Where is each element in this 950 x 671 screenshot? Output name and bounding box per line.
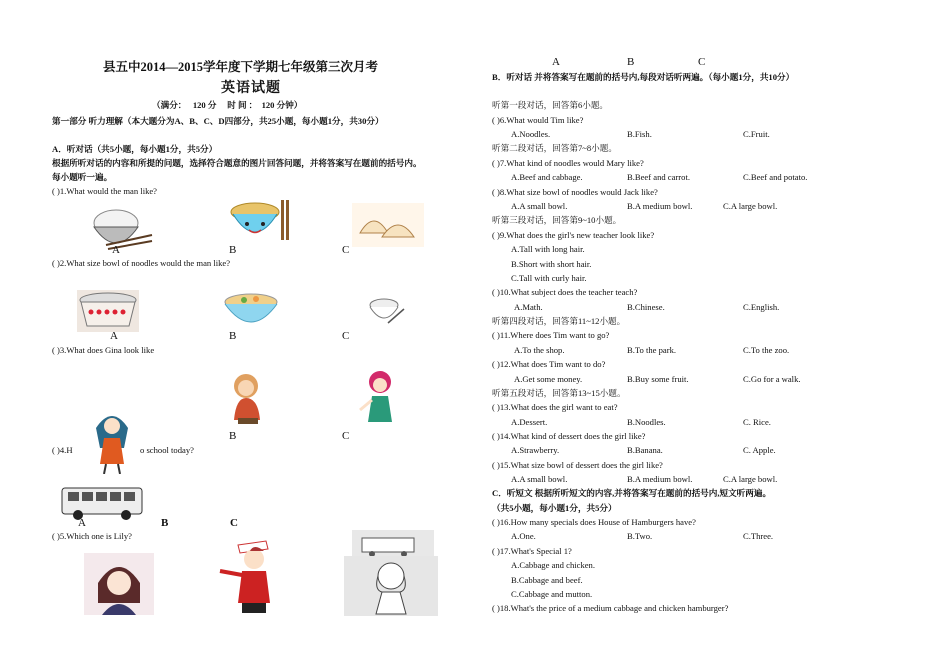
q6-option-c: C.Fruit. [743,129,770,139]
q9-option-a: A.Tall with long hair. [511,244,585,254]
question-4-rest: o school today? [140,445,194,455]
section-c-title: C．听短文 根据所听短文的内容,并将答案写在题前的括号内,短文听两遍。 [492,488,772,498]
exam-title: 县五中2014—2015学年度下学期七年级第三次月考 [103,60,379,74]
q11-option-c: C.To the zoo. [743,345,790,355]
question-3: ( )3.What does Gina look like [52,345,155,355]
q10-option-a: A.Math. [514,302,543,312]
q9-option-c: C.Tall with curly hair. [511,273,587,283]
question-13: ( )13.What does the girl want to eat? [492,402,618,412]
question-12: ( )12.What does Tim want to do? [492,359,606,369]
dialogue-4-note: 听第四段对话，回答第11~12小题。 [492,316,626,326]
q10-option-b: B.Chinese. [627,302,665,312]
question-15: ( )15.What size bowl of dessert does the girl like? [492,460,663,470]
exam-subtitle: 英语试题 [221,81,281,96]
q15-option-c: C.A large bowl. [723,474,778,484]
q4-label-a: A [78,517,86,529]
noodle-face-icon [225,198,291,244]
bus-icon [60,484,146,522]
question-4: ( )4.H [52,445,73,455]
large-noodle-bowl-icon [77,290,139,332]
q2-label-b: B [229,330,237,342]
exam-meta: （满分： 120 分 时 间 ： 120 分钟） [152,100,303,110]
q3-label-b: B [229,430,237,442]
small-noodle-bowl-icon [366,293,406,329]
question-16: ( )16.How many specials does House of Hamburgers have? [492,517,696,527]
q13-option-a: A.Dessert. [511,417,548,427]
question-7: ( )7.What kind of noodles would Mary like? [492,158,644,168]
section-c-subtitle: （共5小题，每小题1分，共5分） [492,503,617,513]
question-14: ( )14.What kind of dessert does the girl like? [492,431,646,441]
prev-q5-label-b: B [627,56,635,68]
q17-option-b: B.Cabbage and beef. [511,575,583,585]
question-6: ( )6.What would Tim like? [492,115,584,125]
q11-option-a: A.To the shop. [514,345,565,355]
dialogue-3-note: 听第三段对话，回答第9~10小题。 [492,215,622,225]
q17-option-a: A.Cabbage and chicken. [511,560,595,570]
q16-option-c: C.Three. [743,531,774,541]
q12-option-b: B.Buy some fruit. [627,374,689,384]
q4-label-c: C [230,517,238,529]
q11-option-b: B.To the park. [627,345,677,355]
q14-option-c: C. Apple. [743,445,776,455]
question-5: ( )5.Which one is Lily? [52,531,132,541]
question-18: ( )18.What's the price of a medium cabbage and chicken hamburger? [492,603,729,613]
q15-option-b: B.A medium bowl. [627,474,693,484]
q8-option-c: C.A large bowl. [723,201,778,211]
q7-option-a: A.Beef and cabbage. [511,172,583,182]
q3-label-c: C [342,430,350,442]
q7-option-b: B.Beef and carrot. [627,172,690,182]
q16-option-b: B.Two. [627,531,653,541]
girl-short-hair-picture [354,368,402,424]
q4-label-b: B [161,517,169,529]
q16-option-a: A.One. [511,531,536,541]
question-9: ( )9.What does the girl's new teacher look like? [492,230,655,240]
dumpling-icon [352,203,424,247]
section-a-instruction: 根据所听对话的内容和所提的问题，选择符合题意的图片回答问题，并将答案写在题前的括号内。 [52,158,422,168]
section-a-title: A．听对话（共5小题，每小题1分，共5分） [52,144,218,154]
q2-label-c: C [342,330,350,342]
girl-sketch-picture [344,556,438,616]
anime-girl-picture [84,553,154,615]
q14-option-b: B.Banana. [627,445,663,455]
question-10: ( )10.What subject does the teacher teach? [492,287,638,297]
q8-option-b: B.A medium bowl. [627,201,693,211]
q12-option-c: C.Go for a walk. [743,374,801,384]
prev-q5-label-c: C [698,56,706,68]
q2-label-a: A [110,330,118,342]
q13-option-b: B.Noodles. [627,417,666,427]
prev-q5-label-a: A [552,56,560,68]
q8-option-a: A.A small bowl. [511,201,568,211]
q6-option-b: B.Fish. [627,129,652,139]
rice-bowl-icon [88,205,154,253]
q14-option-a: A.Strawberry. [511,445,560,455]
girl-curly-hair-picture [226,372,270,424]
q10-option-c: C.English. [743,302,780,312]
question-1: ( )1.What would the man like? [52,186,158,196]
girl-long-hair-picture [90,408,134,474]
dialogue-1-note: 听第一段对话，回答第6小题。 [492,100,609,110]
waitress-picture [214,531,294,619]
q12-option-a: A.Get some money. [514,374,583,384]
question-8: ( )8.What size bowl of noodles would Jack like? [492,187,658,197]
q1-label-c: C [342,244,350,256]
q1-label-a: A [112,244,120,256]
question-17: ( )17.What's Special 1? [492,546,572,556]
question-2: ( )2.What size bowl of noodles would the man like? [52,258,231,268]
medium-soup-bowl-icon [222,290,280,334]
dialogue-2-note: 听第二段对话，回答第7~8小题。 [492,143,617,153]
section-a-instruction-2: 每小题听一遍。 [52,172,113,182]
q6-option-a: A.Noodles. [511,129,551,139]
q13-option-c: C. Rice. [743,417,771,427]
q9-option-b: B.Short with short hair. [511,259,592,269]
q17-option-c: C.Cabbage and mutton. [511,589,593,599]
q1-label-b: B [229,244,237,256]
q15-option-a: A.A small bowl. [511,474,568,484]
part1-heading: 第一部分 听力理解（本大题分为A、B、C、D四部分，共25小题，每小题1分，共30分） [52,116,384,126]
dialogue-5-note: 听第五段对话，回答第13~15小题。 [492,388,626,398]
section-b-title: B．听对话 并将答案写在题前的括号内,每段对话听两遍。（每小题1分，共10分） [492,72,795,82]
q7-option-c: C.Beef and potato. [743,172,808,182]
question-11: ( )11.Where does Tim want to go? [492,330,610,340]
